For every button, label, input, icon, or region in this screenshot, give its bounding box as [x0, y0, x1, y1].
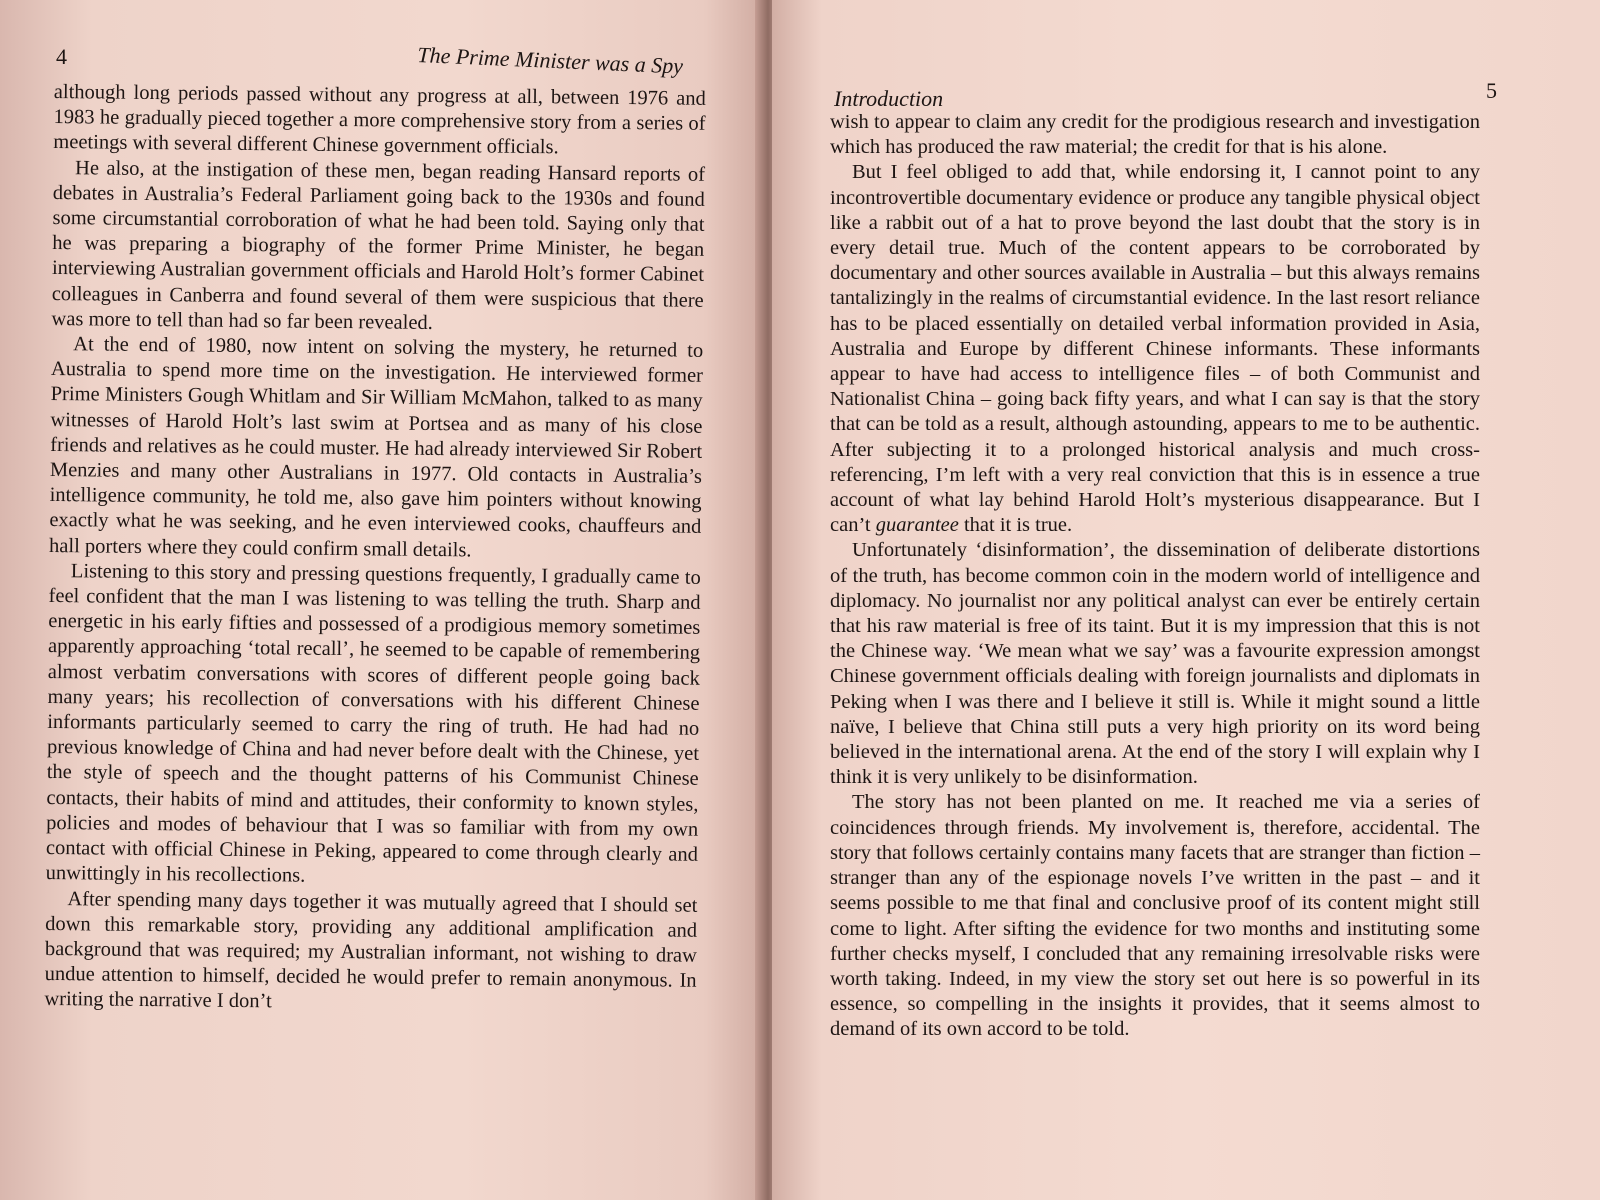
paragraph: At the end of 1980, now intent on solving the mystery, he returned to Australia to spend more time on the investigation. He interviewed former Prime Ministers Gough Whitlam and Sir William McMahon, talked to as many witnesses of Harold Holt’s last swim at Portsea and as many of his close friends and relatives as he could muster. He had already interviewed Sir Robert Menzies and many other Australians in 1977. Old contacts in Australia’s intelligence community, he told me, also gave him pointers without knowing exactly what he was seeking, and he even interviewed cooks, chauffeurs and hall porters where they could confirm small details.: [49, 333, 704, 562]
page-number: 5: [1486, 78, 1497, 103]
page-number: 4: [56, 44, 67, 69]
paragraph-text: But I feel obliged to add that, while endorsing it, I cannot point to any incontrovertible documentary evidence or produce any tangible physical object like a rabbit out of a hat to prove beyond the last doubt that the story is in every detail true. Much of the content appears to be corroborated by documentary and other sources available in Australia – but this always remains tantalizingly in the realms of circumstantial evidence. In the last resort reliance has to be placed essentially on detailed verbal information provided in Asia, Australia and Europe by different Chinese informants. These informants appear to have had access to intelligence files – of both Communist and Nationalist China – going back fifty years, and what I can say is that the story that can be told as a result, although astounding, appears to me to be authentic. After subjecting it to a prolonged historical analysis and much cross-referencing, I’m left with a very real conviction that this is in essence a true account of what lay behind Harold Holt’s mysterious disappearance. But I can’t: [830, 161, 1480, 537]
body-text: [44, 80, 706, 1019]
paragraph: [830, 160, 1480, 538]
left-page: [0, 0, 765, 1200]
running-head: Introduction: [834, 86, 944, 111]
right-page: [772, 0, 1600, 1200]
paragraph-text: that it is true.: [958, 514, 1073, 537]
paragraph: although long periods passed without any progress at all, between 1976 and 1983 he gradually pieced together a more comprehensive story from a series of meetings with several different Chinese government officials.: [53, 80, 706, 159]
paragraph: Listening to this story and pressing questions frequently, I gradually came to feel confident that the man I was listening to was telling the truth. Sharp and energetic in his early fifties and possessed of a prodigious memory sometimes apparently approaching ‘total recall’, he seemed to be capable of remembering almost verbatim conversations with scores of different people going back many years; his recollection of conversations with his different Chinese informants particularly seemed to carry the ring of truth. He had had no previous knowledge of China and had never before dealt with the Chinese, yet the style of speech and the thought patterns of his Communist Chinese contacts, their habits of mind and attitudes, their conformity to known styles, policies and modes of behaviour that I was so familiar with from my own contact with official Chinese in Peking, appeared to come through clearly and unwittingly in his recollections.: [45, 560, 701, 887]
paragraph: wish to appear to claim any credit for the prodigious research and investigation which has produced the raw material; the credit for that is his alone.: [830, 111, 1480, 159]
emphasis: guarantee: [875, 514, 959, 537]
paragraph: The story has not been planted on me. It reached me via a series of coincidences through friends. My involvement is, therefore, accidental. The story that follows certainly contains many facets that are stranger than fiction – stranger than any of the espionage novels I’ve written in the past – and it seems possible to me that final and conclusive proof of its content might still come to light. After sifting the evidence for two months and instituting some further checks myself, I concluded that any remaining irresolvable risks were worth taking. Indeed, in my view the story set out here is so powerful in its essence, so compelling in the insights it provides, that it seems almost to demand of its own accord to be told.: [830, 791, 1480, 1041]
body-text: [830, 110, 1480, 1043]
paragraph: After spending many days together it was mutually agreed that I should set down this remarkable story, providing any additional amplification and background that was required; my Australian informant, not wishing to draw undue attention to himself, decided he would prefer to remain anonymous. In writing the narrative I don’t: [44, 887, 698, 1013]
running-head: The Prime Minister was a Spy: [416, 42, 684, 79]
paragraph: He also, at the instigation of these men, began reading Hansard reports of debates in Australia’s Federal Parliament going back to the 1930s and found some circumstantial corroboration of what he had been told. Saying only that he was preparing a biography of the former Prime Minister, he began interviewing Australian government officials and Harold Holt’s former Cabinet colleagues in Canberra and found several of them were suspicious that there was more to tell than had so far been revealed.: [51, 156, 706, 334]
paragraph: Unfortunately ‘disinformation’, the dissemination of deliberate distortions of the truth, has become common coin in the modern world of intelligence and diplomacy. No journalist nor any political analyst can ever be entirely certain that his raw material is free of its taint. But it is my impression that this is not the Chinese way. ‘We mean what we say’ was a favourite expression amongst Chinese government officials dealing with foreign journalists and diplomats in Peking when I was there and I believe it still is. While it might sound a little naïve, I believe that China still puts a very high priority on its word being believed in the international arena. At the end of the story I will explain why I think it is very unlikely to be disinformation.: [830, 539, 1480, 789]
